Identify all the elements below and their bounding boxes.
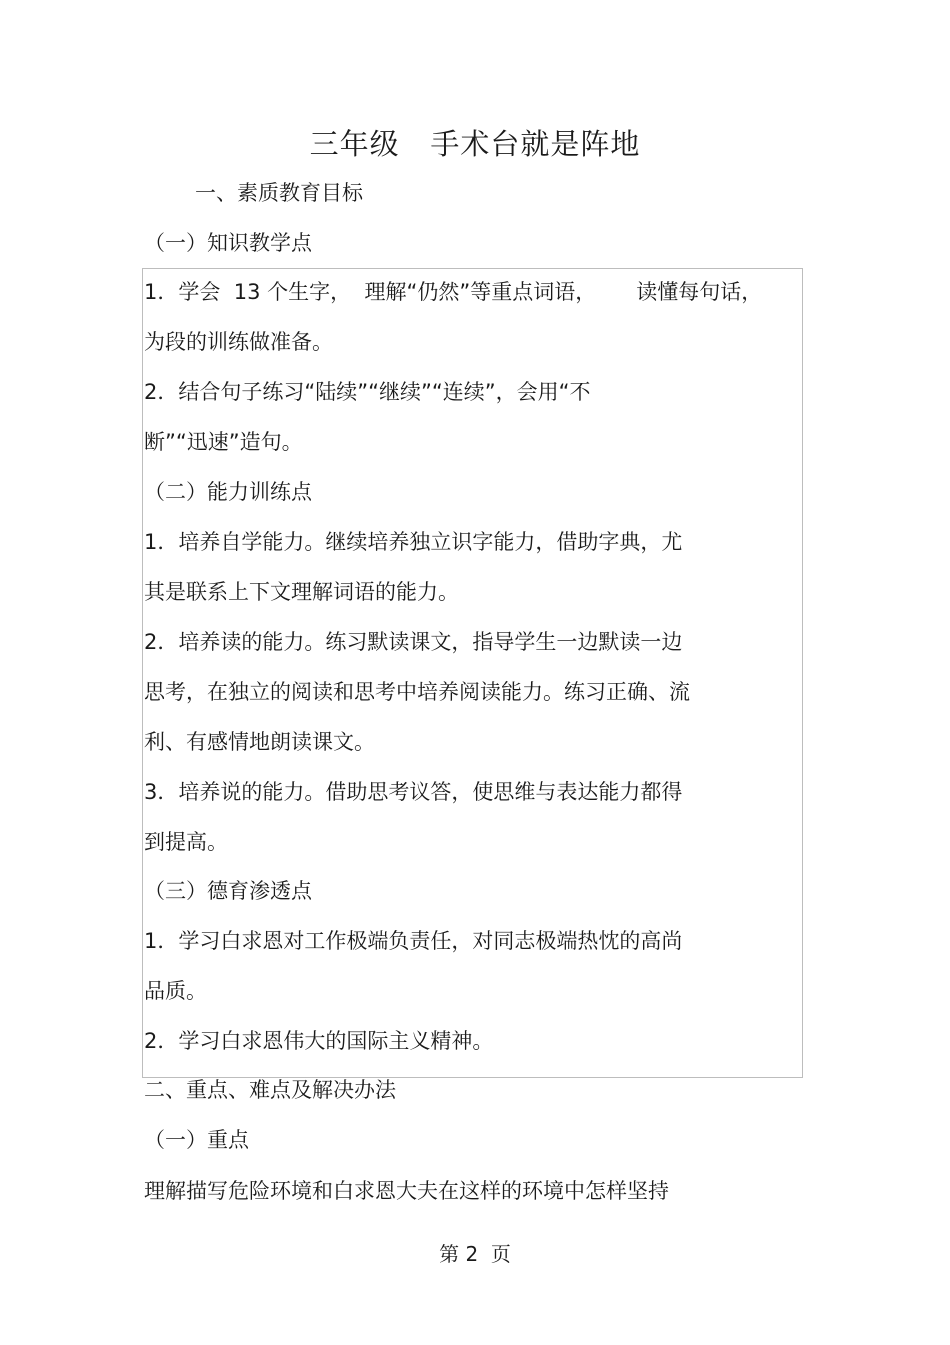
paragraph-line: 利、有感情地朗读课文。 [144, 730, 375, 754]
paragraph-line: 理解描写危险环境和白求恩大夫在这样的环境中怎样坚持 [144, 1179, 669, 1203]
document-title: 三年级 手术台就是阵地 [309, 127, 641, 161]
section-heading-key-points: 二、重点、难点及解决办法 [144, 1078, 396, 1102]
subheading-focus: （一）重点 [144, 1128, 249, 1152]
paragraph-line: 2．学习白求恩伟大的国际主义精神。 [144, 1029, 494, 1053]
paragraph-line: 其是联系上下文理解词语的能力。 [144, 580, 459, 604]
section-heading-goals: 一、素质教育目标 [195, 181, 363, 205]
paragraph-line: 1．培养自学能力。继续培养独立识字能力，借助字典，尤 [144, 530, 683, 554]
paragraph-line: 1．学会 13 个生字， 理解“仍然”等重点词语， 读懂每句话， [144, 280, 763, 304]
subheading-ability: （二）能力训练点 [144, 480, 312, 504]
subheading-moral: （三）德育渗透点 [144, 879, 312, 903]
paragraph-line: 2．结合句子练习“陆续”“继续”“连续”，会用“不 [144, 380, 591, 404]
paragraph-line: 品质。 [144, 979, 207, 1003]
paragraph-line: 到提高。 [144, 830, 228, 854]
page-number: 第 2 页 [439, 1242, 511, 1266]
paragraph-line: 2．培养读的能力。练习默读课文，指导学生一边默读一边 [144, 630, 683, 654]
paragraph-line: 断”“迅速”造句。 [144, 430, 303, 454]
paragraph-line: 为段的训练做准备。 [144, 330, 333, 354]
paragraph-line: 思考，在独立的阅读和思考中培养阅读能力。练习正确、流 [144, 680, 690, 704]
subheading-knowledge: （一）知识教学点 [144, 231, 312, 255]
paragraph-line: 3．培养说的能力。借助思考议答，使思维与表达能力都得 [144, 780, 683, 804]
paragraph-line: 1．学习白求恩对工作极端负责任，对同志极端热忱的高尚 [144, 929, 683, 953]
